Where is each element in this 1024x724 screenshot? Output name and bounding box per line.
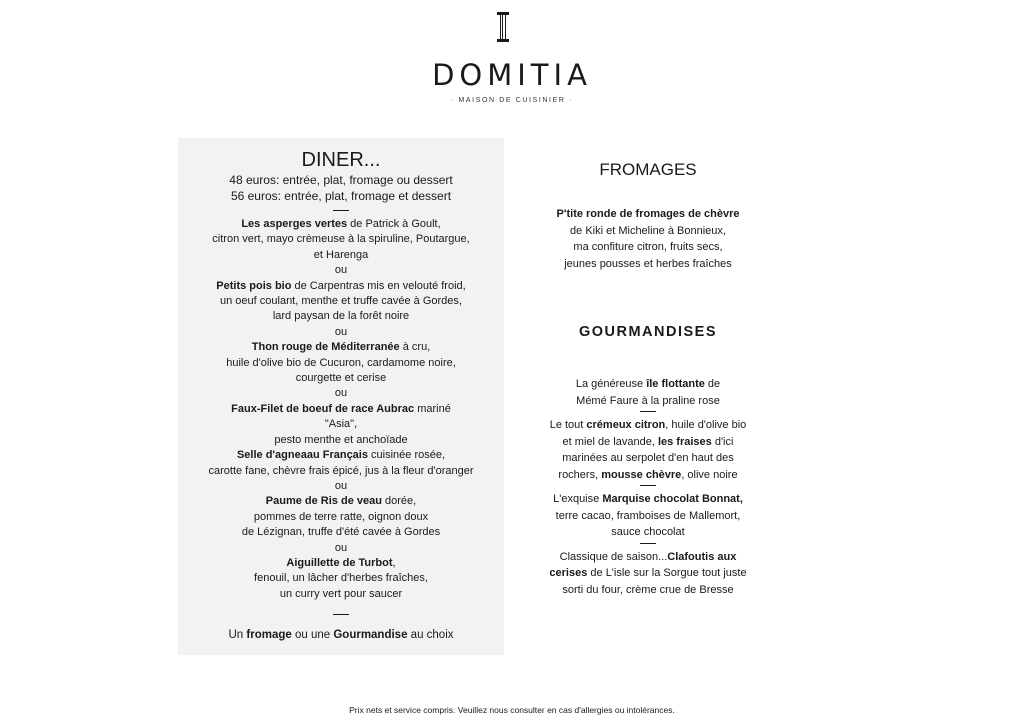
- divider: [640, 411, 656, 412]
- brand-tagline: · MAISON DE CUISINIER ·: [451, 97, 573, 104]
- legal-footer: Prix nets et service compris. Veuillez nous consulter en cas d'allergies ou intolérances.: [349, 705, 675, 715]
- dish-name: Aiguillette de Turbot: [286, 556, 393, 569]
- dessert-ile-flottante: La généreuse île flottante de Mémé Faure à la praline rose: [575, 378, 721, 407]
- dish-name: Faux-Filet de boeuf de race Aubrac: [231, 402, 415, 415]
- dessert-cremeux-citron: Le tout crémeux citron, huile d'olive bio et miel de lavande, les fraises d'ici marinées au serpolet d'en haut des rochers, mousse chèvre, olive noire: [549, 419, 747, 481]
- gourmandises-title: GOURMANDISES: [578, 324, 718, 340]
- divider: [640, 543, 656, 544]
- dish-name: Les asperges vertes: [241, 218, 348, 230]
- pillar-logo-icon: [497, 12, 509, 42]
- dessert-marquise-chocolat: L'exquise Marquise chocolat Bonnat, terre cacao, framboises de Mallemort, sauce chocolat: [553, 493, 743, 538]
- fromages-title: FROMAGES: [599, 160, 697, 179]
- ou-separator: ou: [334, 264, 348, 277]
- fromage-item: P'tite ronde de fromages de chèvre de Kiki et Micheline à Bonnieux, ma confiture citron, fruits secs, jeunes pousses et herbes fraîches: [556, 208, 740, 270]
- dish-petits-pois: Petits pois bio de Carpentras mis en velouté froid, un oeuf coulant, menthe et truffe cavée à Gordes, lard paysan de la forêt noire: [216, 279, 466, 323]
- ou-separator: ou: [334, 325, 348, 338]
- dish-name: Thon rouge de Méditerranée: [251, 341, 400, 354]
- diner-menu-panel: [178, 138, 504, 655]
- dessert-clafoutis: Classique de saison...Clafoutis aux cerises de L'isle sur la Sorgue tout juste sorti du four, crème crue de Bresse: [549, 550, 747, 596]
- dish-selle-agneau: Selle d'agneaau Français cuisinée rosée, carotte fane, chèvre frais épicé, jus à la fleur d'oranger: [208, 449, 474, 477]
- dish-asperges: Les asperges vertes de Patrick à Goult, citron vert, mayo crèmeuse à la spiruline, Poutargue, et Harenga: [212, 218, 470, 261]
- divider: [333, 614, 349, 615]
- price-option-48: 48 euros: entrée, plat, fromage ou dessert: [229, 173, 453, 187]
- fromage-or-gourmandise-choice: Un fromage ou une Gourmandise au choix: [228, 629, 454, 642]
- diner-title: DINER...: [301, 149, 381, 171]
- price-option-56: 56 euros: entrée, plat, fromage et dessert: [230, 189, 452, 203]
- dish-name: Paume de Ris de veau: [265, 495, 382, 508]
- divider: [640, 485, 656, 486]
- gourmandises-list: [530, 376, 766, 598]
- ou-separator: ou: [334, 387, 348, 400]
- divider: [333, 210, 349, 211]
- dish-turbot: Aiguillette de Turbot, fenouil, un lâcher d'herbes fraîches, un curry vert pour saucer: [254, 556, 428, 600]
- brand-name: DOMITIA: [432, 58, 592, 92]
- fromage-name: P'tite ronde de fromages de chèvre: [556, 208, 740, 220]
- dish-name: Selle d'agneaau Français: [236, 449, 368, 462]
- dish-thon-rouge: Thon rouge de Méditerranée à cru, huile d'olive bio de Cucuron, cardamome noire, courgette et cerise: [226, 341, 456, 385]
- dish-ris-de-veau: Paume de Ris de veau dorée, pommes de terre ratte, oignon doux de Lézignan, truffe d'été cavée à Gordes: [241, 495, 441, 539]
- ou-separator: ou: [334, 541, 348, 554]
- dish-faux-filet: Faux-Filet de boeuf de race Aubrac mariné "Asia", pesto menthe et anchoïade: [231, 402, 451, 446]
- dish-name: Petits pois bio: [216, 279, 292, 292]
- ou-separator: ou: [334, 479, 348, 492]
